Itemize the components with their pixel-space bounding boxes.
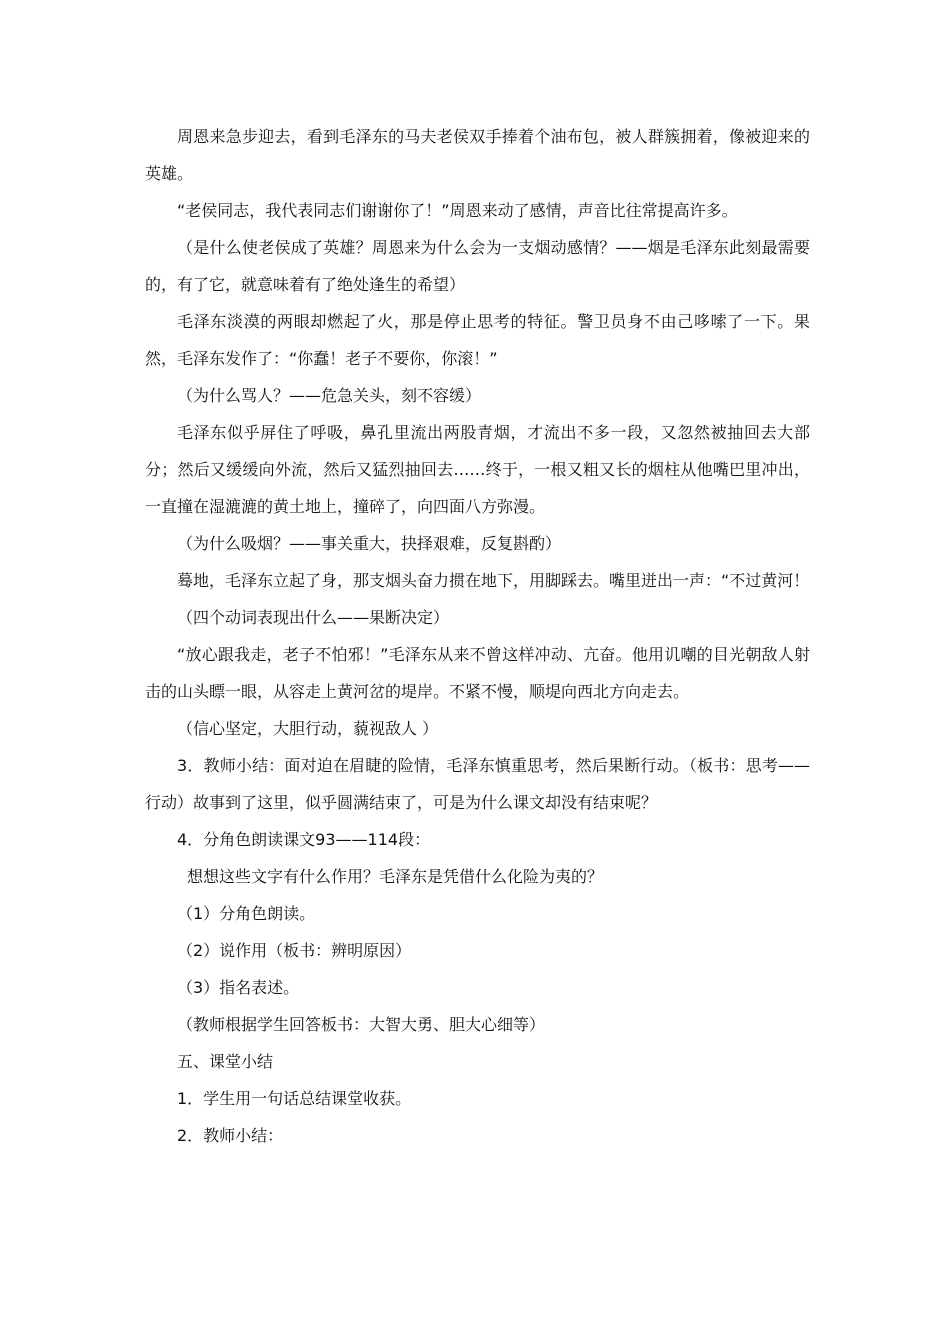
paragraph-answer-confidence: （信心坚定，大胆行动，藐视敌人 ） [177,719,439,738]
paragraph-board-note: （教师根据学生回答板书：大智大勇、胆大心细等） [177,1015,546,1034]
paragraph-question-verbs: （四个动词表现出什么——果断决定） [177,608,450,627]
paragraph-question-hero: （是什么使老侯成了英雄？周恩来为什么会为一支烟动感情？——烟是毛泽东此刻最需要的，有了它，就意味着有了绝处逢生的希望） [145,238,810,294]
paragraph-summary-2: 2．教师小结： [177,1126,284,1145]
paragraph-role-reading: 4．分角色朗读课文93——114段： [177,830,431,849]
paragraph-question-smoke: （为什么吸烟？——事关重大，抉择艰难，反复斟酌） [177,534,562,553]
section-heading-summary: 五、课堂小结 [177,1052,274,1071]
paragraph-mao-stands: 蓦地，毛泽东立起了身，那支烟头奋力掼在地下，用脚踩去。嘴里迸出一声：“不过黄河！ [177,571,810,590]
paragraph-mao-angry: 毛泽东淡漠的两眼却燃起了火，那是停止思考的特征。警卫员身不由己哆嗦了一下。果然，毛泽东发作了：“你蠢！老子不要你，你滚！” [145,312,810,368]
paragraph-mao-walks: “放心跟我走，老子不怕邪！”毛泽东从来不曾这样冲动、亢奋。他用讥嘲的目光朝敌人射击的山头瞟一眼，从容走上黄河岔的堤岸。不紧不慢，顺堤向西北方向走去。 [145,645,810,701]
paragraph-mao-smokes: 毛泽东似乎屏住了呼吸，鼻孔里流出两股青烟，才流出不多一段，又忽然被抽回去大部分；然后又缓缓向外流，然后又猛烈抽回去……终于，一根又粗又长的烟柱从他嘴巴里冲出，一直撞在湿漉漉的黄土地上，撞碎了，向四面八方弥漫。 [145,423,810,516]
paragraph-step-3: （3）指名表述。 [177,978,300,997]
paragraph-summary-1: 1．学生用一句话总结课堂收获。 [177,1089,412,1108]
document-body [145,118,810,1154]
paragraph-zhou-thanks: “老侯同志，我代表同志们谢谢你了！”周恩来动了感情，声音比往常提高许多。 [177,201,738,220]
paragraph-step-1: （1）分角色朗读。 [177,904,316,923]
paragraph-question-scold: （为什么骂人？——危急关头，刻不容缓） [177,386,482,405]
paragraph-zhou-greets: 周恩来急步迎去，看到毛泽东的马夫老侯双手捧着个油布包，被人群簇拥着，像被迎来的英雄。 [145,127,810,183]
paragraph-think-question: 想想这些文字有什么作用？毛泽东是凭借什么化险为夷的？ [187,867,604,886]
paragraph-teacher-summary: 3．教师小结：面对迫在眉睫的险情，毛泽东慎重思考，然后果断行动。（板书：思考——行动）故事到了这里，似乎圆满结束了，可是为什么课文却没有结束呢？ [145,756,810,812]
paragraph-step-2: （2）说作用（板书：辨明原因） [177,941,412,960]
